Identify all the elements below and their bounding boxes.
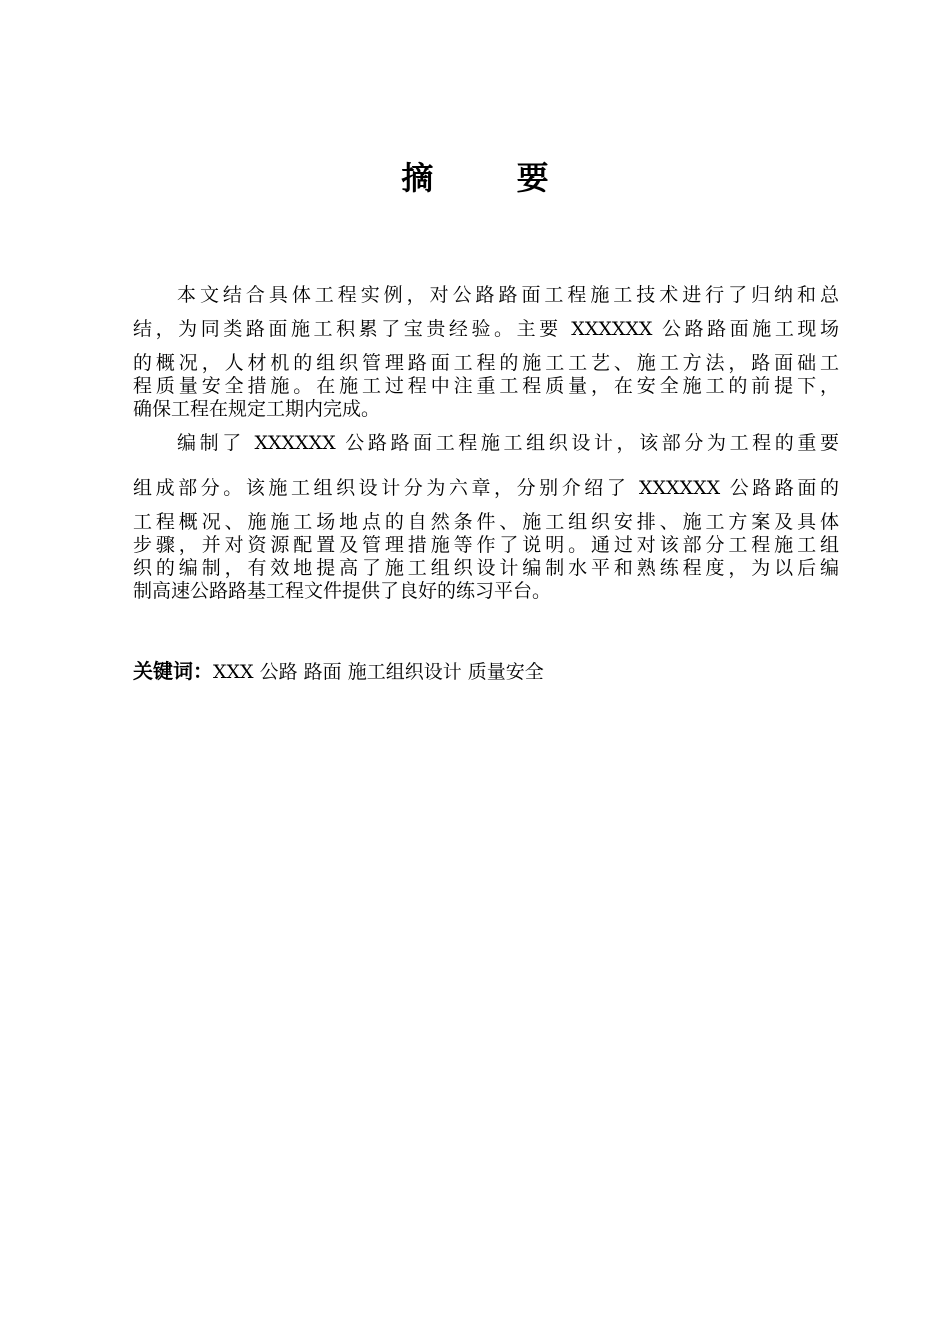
paragraph-1-line-3: 的概况，人材机的组织管理路面工程的施工工艺、施工方法，路面础工 — [133, 352, 839, 374]
paragraph-2-line-3: 工程概况、施施工场地点的自然条件、施工组织安排、施工方案及具体 — [133, 511, 839, 533]
paragraph-2-line-2: 组成部分。该施工组织设计分为六章，分别介绍了 XXXXXX 公路路面的 — [133, 477, 839, 499]
paragraph-2-line-1: 编制了 XXXXXX 公路路面工程施工组织设计，该部分为工程的重要 — [177, 432, 839, 454]
paragraph-1-line-2: 结，为同类路面施工积累了宝贵经验。主要 XXXXXX 公路路面施工现场 — [133, 318, 839, 340]
keywords-value: XXX 公路 路面 施工组织设计 质量安全 — [213, 661, 544, 683]
paragraph-2-line-6: 制高速公路路基工程文件提供了良好的练习平台。 — [133, 580, 552, 602]
paragraph-2-line-5: 织的编制，有效地提高了施工组织设计编制水平和熟练程度，为以后编 — [133, 557, 839, 579]
paragraph-2-line-4: 步骤，并对资源配置及管理措施等作了说明。通过对该部分工程施工组 — [133, 534, 839, 556]
paragraph-1-line-4: 程质量安全措施。在施工过程中注重工程质量，在安全施工的前提下， — [133, 375, 839, 397]
keywords-line — [133, 658, 544, 685]
page-title: 摘 要 — [401, 159, 585, 197]
keywords-label: 关键词： — [133, 659, 213, 683]
paragraph-1-line-5: 确保工程在规定工期内完成。 — [133, 398, 381, 420]
paragraph-1-line-1: 本文结合具体工程实例，对公路路面工程施工技术进行了归纳和总 — [177, 284, 839, 306]
